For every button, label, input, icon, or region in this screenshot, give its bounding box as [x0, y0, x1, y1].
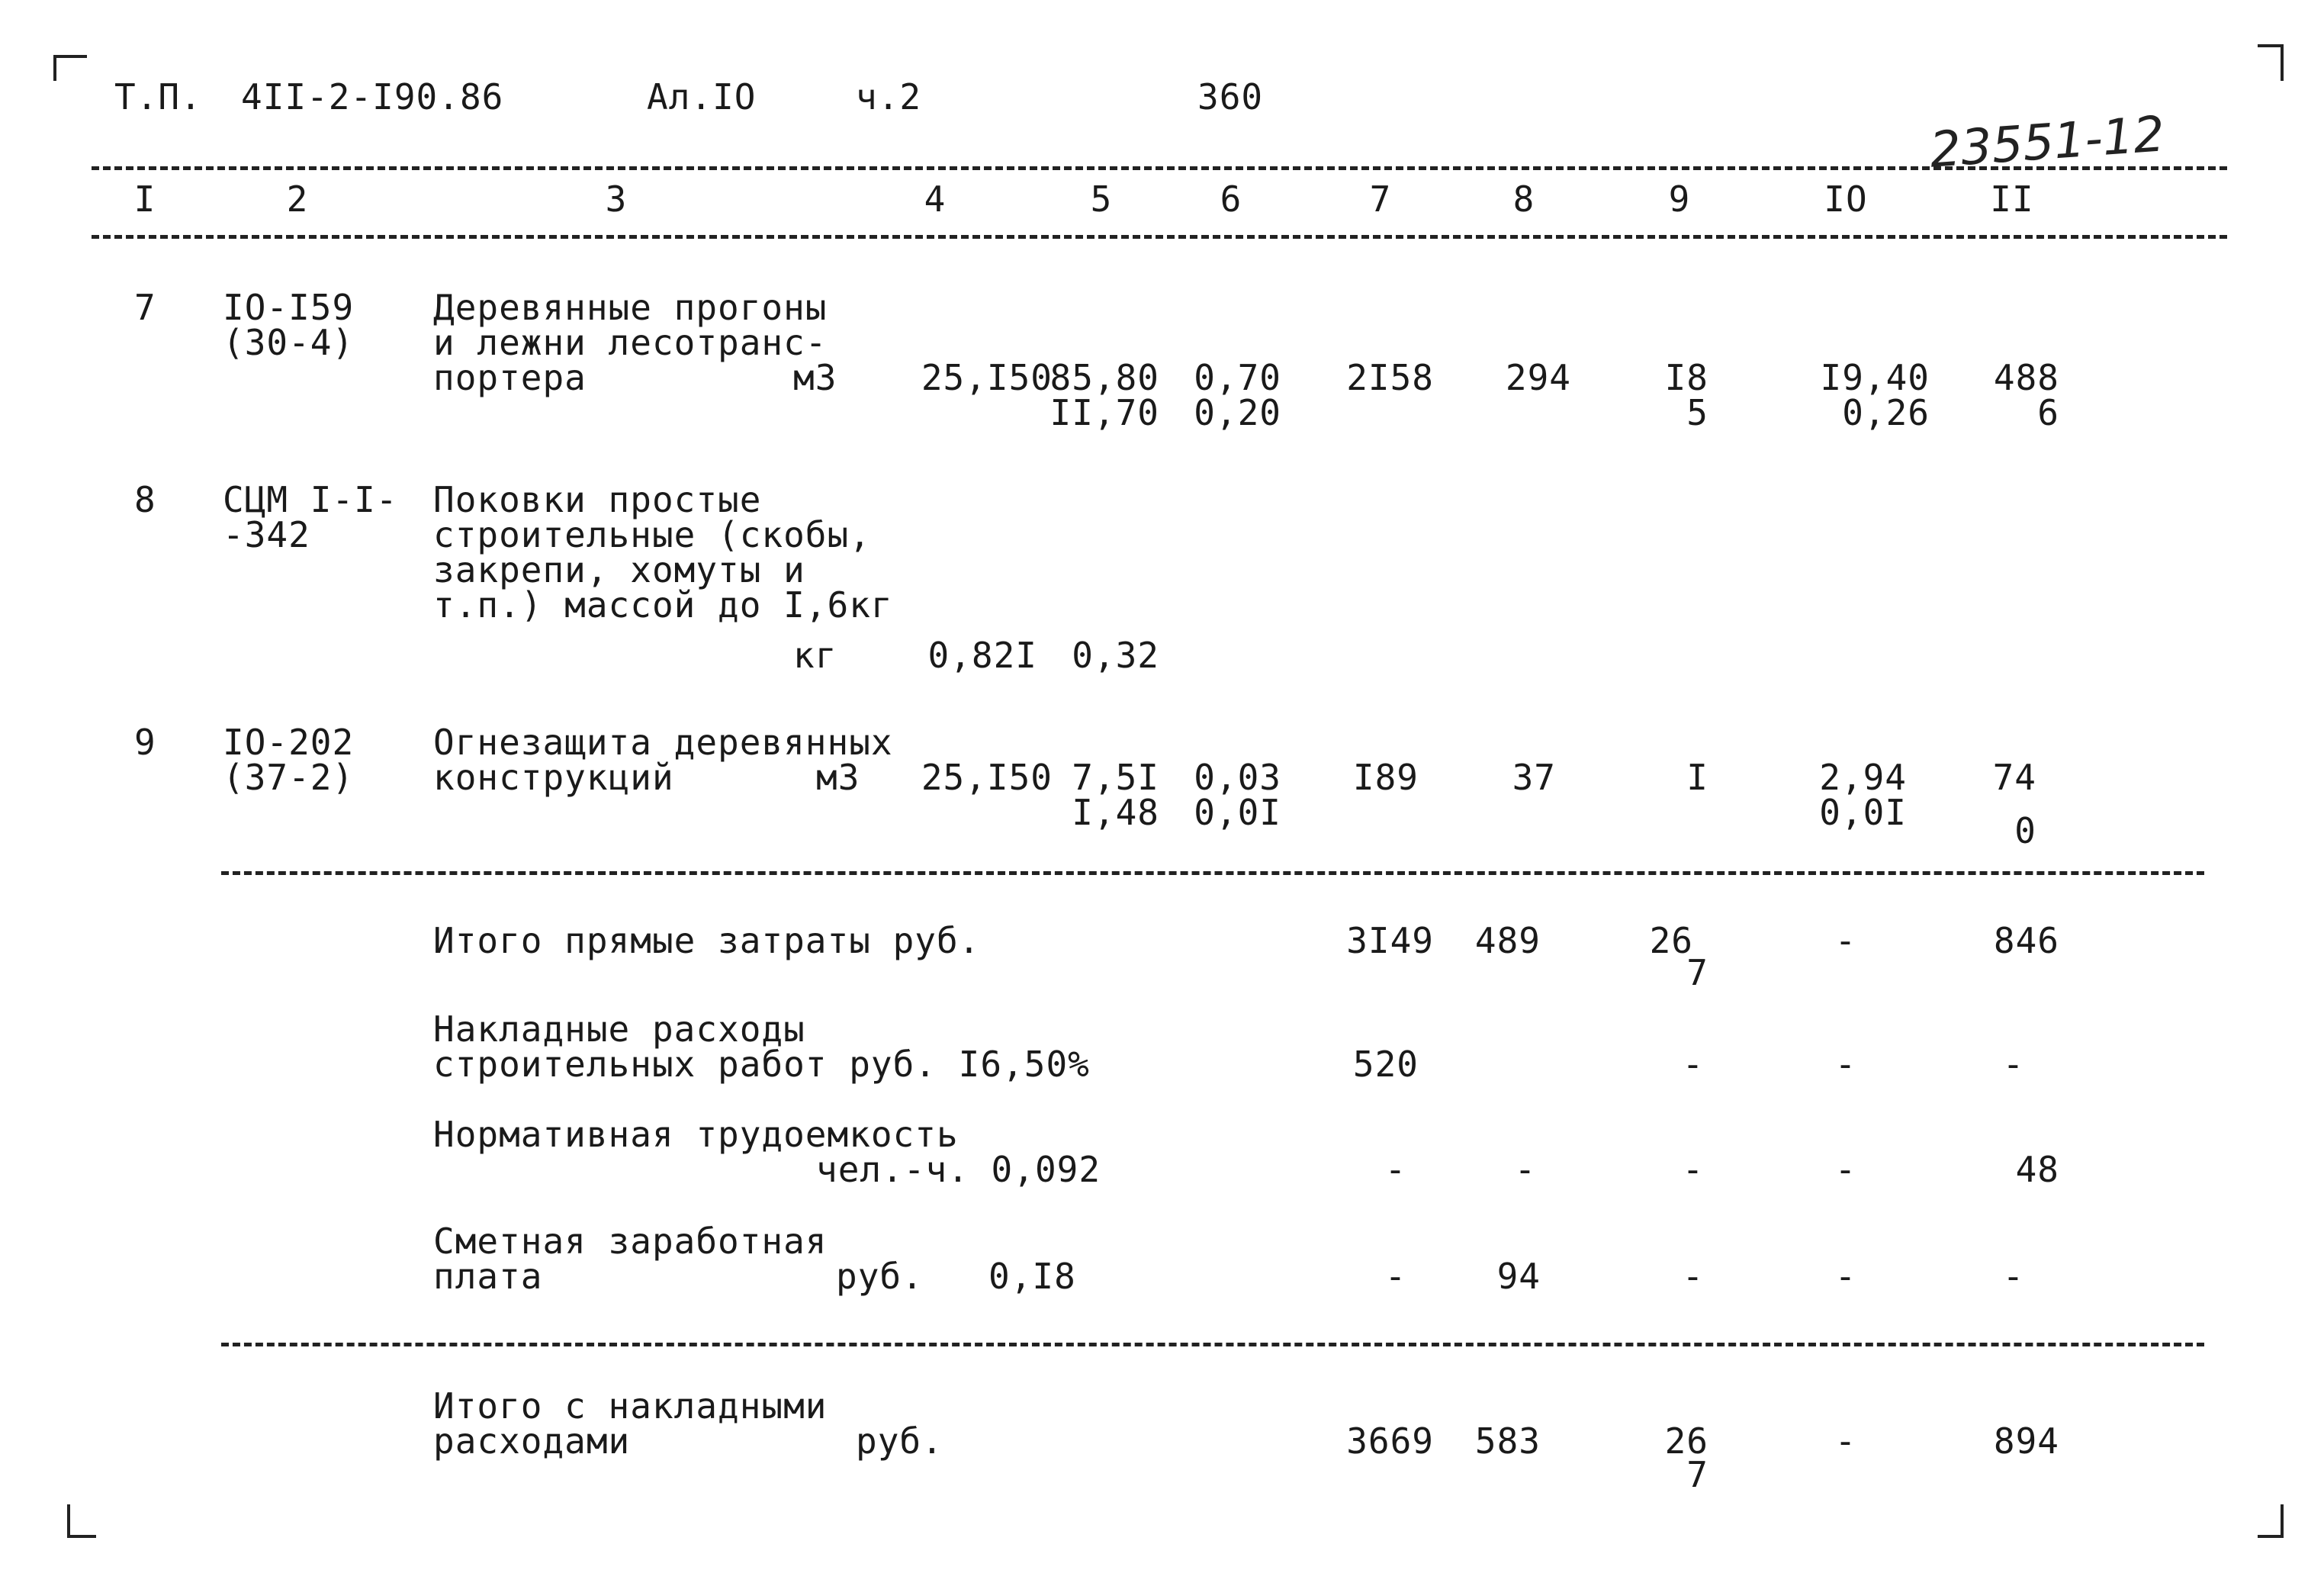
- corner-mark-bottom-right: [2258, 1504, 2284, 1538]
- unit: м3: [816, 757, 860, 798]
- archive-stamp: 23551-12: [1927, 106, 2167, 179]
- work-description: Деревянные прогоны: [433, 287, 828, 328]
- col5-value: I,48: [1072, 792, 1159, 833]
- col9-value: 26: [1649, 920, 1693, 961]
- total-unit: руб.: [856, 1420, 943, 1462]
- col6-value: 0,20: [1194, 392, 1281, 433]
- work-description: т.п.) массой до I,6кг: [433, 584, 893, 626]
- summary-label: Нормативная трудоемкость: [433, 1114, 959, 1155]
- work-description: строительные (скобы,: [433, 514, 871, 555]
- work-description: и лежни лесотранс-: [433, 322, 828, 363]
- col10-value: -: [1834, 920, 1857, 961]
- col11-value: 846: [1993, 920, 2059, 961]
- col11-value: 894: [1993, 1420, 2059, 1462]
- col11-value: 0: [2014, 810, 2036, 851]
- quantity: 0,82I: [927, 635, 1037, 676]
- col10-value: 0,0I: [1819, 792, 1907, 833]
- album-number: Ал.IO: [647, 76, 757, 117]
- wages-unit: руб.: [836, 1256, 924, 1297]
- tp-label: Т.П.: [114, 76, 202, 117]
- row-number: 8: [134, 479, 156, 520]
- column-header: I: [133, 179, 156, 220]
- col11-value: 48: [2015, 1149, 2059, 1190]
- col8-value: 37: [1512, 757, 1556, 798]
- summary-label: Сметная заработная: [433, 1221, 828, 1262]
- column-header: 5: [1090, 179, 1113, 220]
- column-header: IO: [1824, 179, 1868, 220]
- col7-value: 520: [1352, 1044, 1419, 1085]
- column-header: 9: [1668, 179, 1691, 220]
- col8-value: 583: [1474, 1420, 1541, 1462]
- col5-value: 7,5I: [1072, 757, 1159, 798]
- col5-value: 85,80: [1049, 357, 1159, 398]
- col9-value: 7: [1686, 952, 1708, 993]
- col9-value: I: [1686, 757, 1708, 798]
- row-number: 7: [134, 287, 156, 328]
- col9-value: 5: [1686, 392, 1708, 433]
- col10-value: -: [1834, 1256, 1857, 1297]
- col7-value: 3I49: [1346, 920, 1434, 961]
- work-description: конструкций: [433, 757, 674, 798]
- col7-value: 3669: [1346, 1420, 1434, 1462]
- rate-code: (30-4): [223, 322, 355, 363]
- rate-code: СЦМ I-I-: [223, 479, 398, 520]
- col9-value: -: [1682, 1149, 1705, 1190]
- col5-value: 0,32: [1072, 635, 1159, 676]
- unit: м3: [793, 357, 837, 398]
- summary-label: чел.-ч. 0,092: [816, 1149, 1101, 1190]
- col8-value: 489: [1474, 920, 1541, 961]
- summary-label: расходами: [433, 1420, 631, 1462]
- section-rule: [221, 871, 2204, 875]
- part-number: ч.2: [856, 76, 922, 117]
- col9-value: 7: [1686, 1454, 1708, 1495]
- col6-value: 0,03: [1194, 757, 1281, 798]
- wages-rate: 0,I8: [988, 1256, 1076, 1297]
- row-number: 9: [134, 722, 156, 763]
- col8-value: -: [1514, 1149, 1537, 1190]
- col5-value: II,70: [1049, 392, 1159, 433]
- header-bottom-rule: [92, 235, 2227, 239]
- col6-value: 0,70: [1194, 357, 1281, 398]
- col6-value: 0,0I: [1194, 792, 1281, 833]
- summary-label: плата: [433, 1256, 543, 1297]
- header-top-rule: [92, 166, 2227, 170]
- summary-label: Итого с накладными: [433, 1385, 828, 1427]
- col11-value: 74: [1992, 757, 2036, 798]
- col10-value: 0,26: [1842, 392, 1930, 433]
- col9-value: 26: [1664, 1420, 1708, 1462]
- rate-code: IO-I59: [223, 287, 355, 328]
- col10-value: -: [1834, 1044, 1857, 1085]
- column-header: 7: [1369, 179, 1392, 220]
- col7-value: I89: [1352, 757, 1419, 798]
- quantity: 25,I50: [921, 757, 1053, 798]
- project-code: 4II-2-I90.86: [241, 76, 504, 117]
- column-header: 4: [924, 179, 947, 220]
- col7-value: -: [1384, 1256, 1407, 1297]
- col10-value: 2,94: [1819, 757, 1907, 798]
- column-header: II: [1990, 179, 2034, 220]
- work-description: Поковки простые: [433, 479, 762, 520]
- rate-code: (37-2): [223, 757, 355, 798]
- col10-value: I9,40: [1820, 357, 1930, 398]
- work-description: Огнезащита деревянных: [433, 722, 893, 763]
- col8-value: 294: [1505, 357, 1571, 398]
- column-header: 6: [1220, 179, 1242, 220]
- unit: кг: [793, 635, 837, 676]
- col7-value: 2I58: [1346, 357, 1434, 398]
- quantity: 25,I50: [921, 357, 1053, 398]
- work-description: портера: [433, 357, 587, 398]
- column-header: 8: [1512, 179, 1535, 220]
- col11-value: 6: [2037, 392, 2059, 433]
- page-number: 360: [1197, 76, 1264, 117]
- col11-value: -: [2002, 1256, 2025, 1297]
- col8-value: 94: [1496, 1256, 1541, 1297]
- corner-mark-top-left: [53, 55, 87, 81]
- col10-value: -: [1834, 1149, 1857, 1190]
- col9-value: -: [1682, 1044, 1705, 1085]
- summary-label: Итого прямые затраты руб.: [433, 920, 981, 961]
- section-rule: [221, 1343, 2204, 1346]
- corner-mark-bottom-left: [67, 1504, 96, 1538]
- col11-value: 488: [1993, 357, 2059, 398]
- summary-label: строительных работ руб. I6,50%: [433, 1044, 1090, 1085]
- work-description: закрепи, хомуты и: [433, 549, 805, 590]
- col11-value: -: [2002, 1044, 2025, 1085]
- rate-code: -342: [223, 514, 310, 555]
- col9-value: I8: [1664, 357, 1708, 398]
- column-header: 2: [286, 179, 309, 220]
- col10-value: -: [1834, 1420, 1857, 1462]
- column-header: 3: [605, 179, 628, 220]
- summary-label: Накладные расходы: [433, 1009, 805, 1050]
- col7-value: -: [1384, 1149, 1407, 1190]
- col9-value: -: [1682, 1256, 1705, 1297]
- rate-code: IO-202: [223, 722, 355, 763]
- corner-mark-top-right: [2258, 44, 2284, 81]
